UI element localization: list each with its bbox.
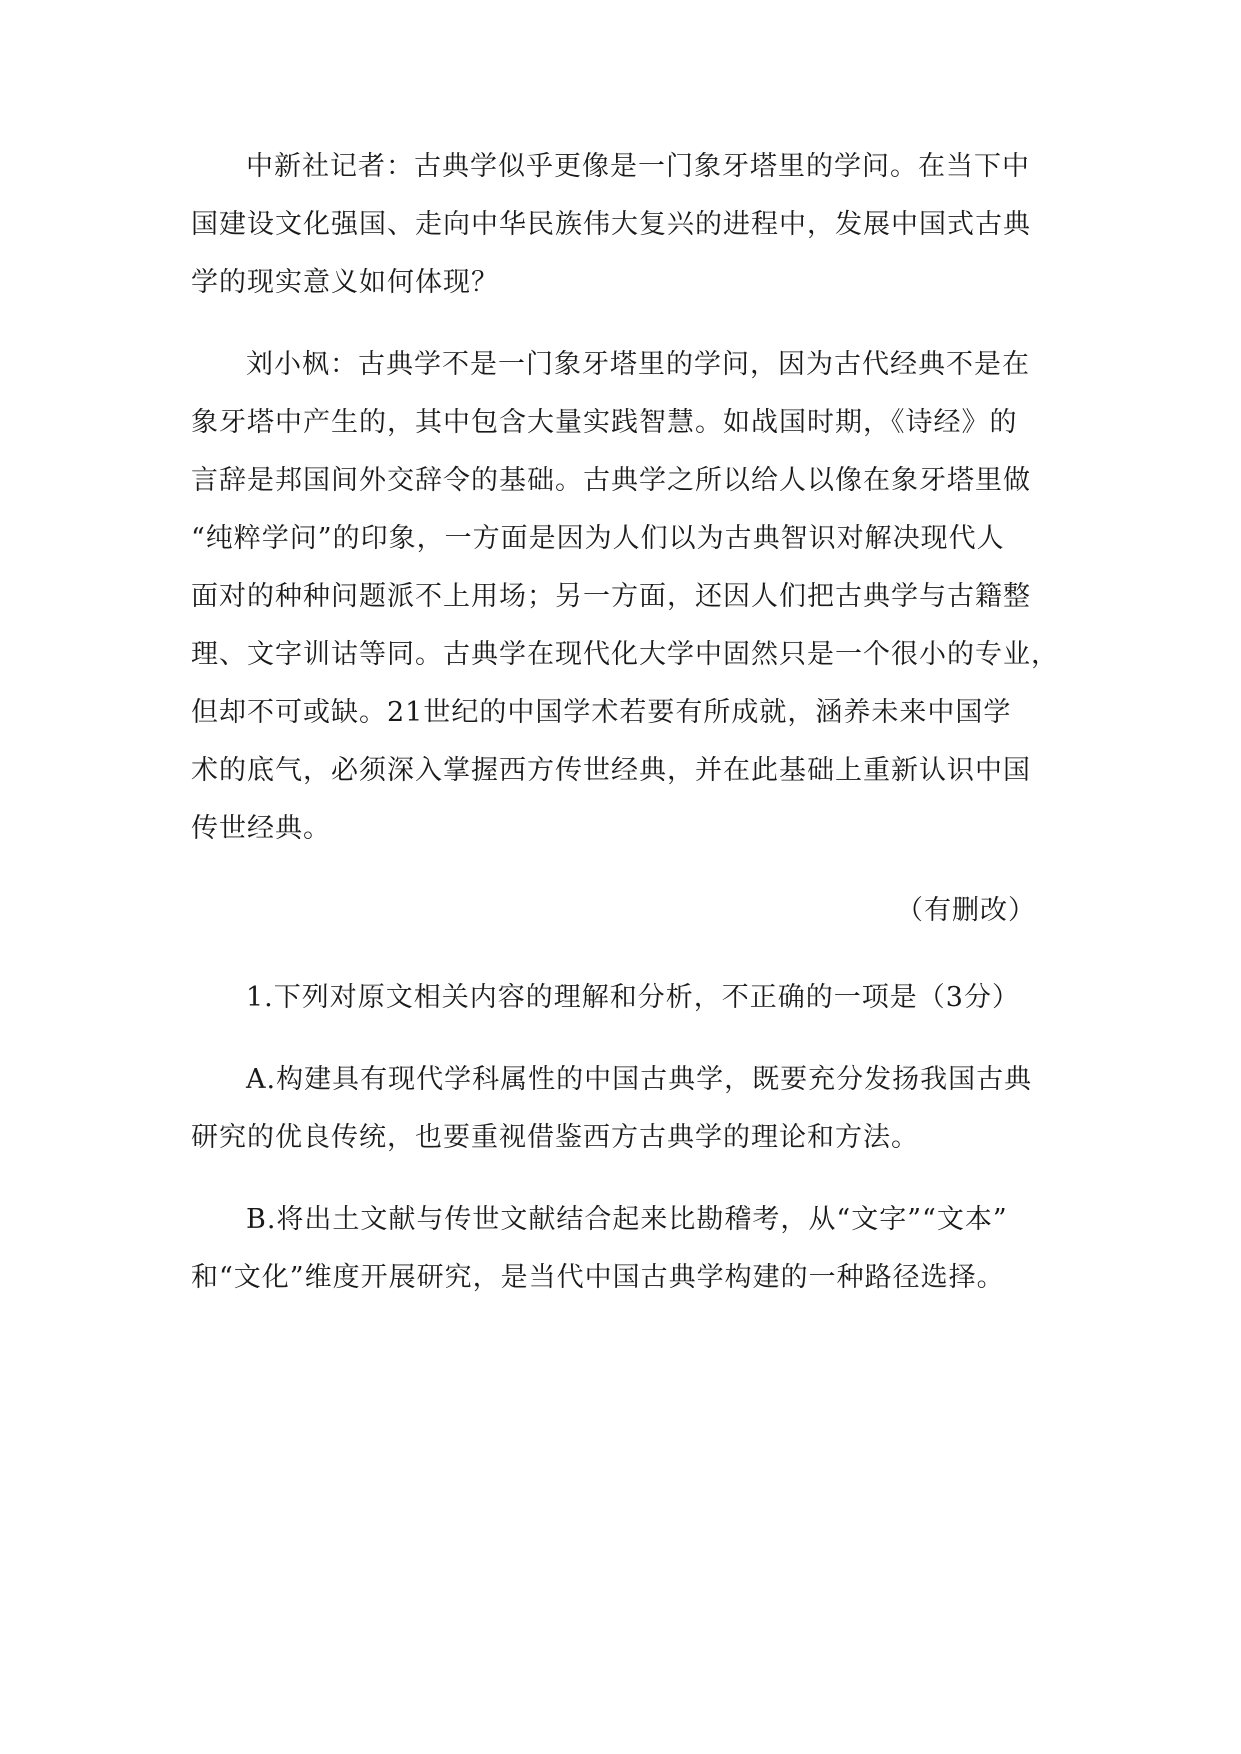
question-line: 中新社记者：古典学似乎更像是一门象牙塔里的学问。在当下中 (246, 151, 1030, 182)
answer-line: 面对的种种问题派不上用场；另一方面，还因人们把古典学与古籍整 (191, 581, 1031, 612)
question-line: 学的现实意义如何体现？ (191, 267, 499, 298)
answer-line: 传世经典。 (191, 813, 331, 844)
answer-line: “纯粹学问”的印象，一方面是因为人们以为古典智识对解决现代人 (191, 523, 1005, 554)
answer-line: 但却不可或缺。21世纪的中国学术若要有所成就，涵养未来中国学 (191, 697, 1012, 728)
option-b-line: 和“文化”维度开展研究，是当代中国古典学构建的一种路径选择。 (191, 1262, 1005, 1293)
answer-line: 理、文字训诂等同。古典学在现代化大学中固然只是一个很小的专业， (191, 639, 1059, 670)
option-b-line: B.将出土文献与传世文献结合起来比勘稽考，从“文字”“文本” (246, 1204, 1008, 1235)
answer-line: 刘小枫：古典学不是一门象牙塔里的学问，因为古代经典不是在 (246, 349, 1030, 380)
question-stem: 1.下列对原文相关内容的理解和分析，不正确的一项是（3分） (246, 982, 1020, 1013)
source-note: （有删改） (896, 895, 1036, 926)
answer-line: 言辞是邦国间外交辞令的基础。古典学之所以给人以像在象牙塔里做 (191, 465, 1031, 496)
option-a-line: 研究的优良传统，也要重视借鉴西方古典学的理论和方法。 (191, 1122, 919, 1153)
answer-line: 术的底气，必须深入掌握西方传世经典，并在此基础上重新认识中国 (191, 755, 1031, 786)
question-line: 国建设文化强国、走向中华民族伟大复兴的进程中，发展中国式古典 (191, 209, 1031, 240)
answer-line: 象牙塔中产生的，其中包含大量实践智慧。如战国时期，《诗经》的 (191, 407, 1018, 438)
option-a-line: A.构建具有现代学科属性的中国古典学，既要充分发扬我国古典 (246, 1064, 1033, 1095)
